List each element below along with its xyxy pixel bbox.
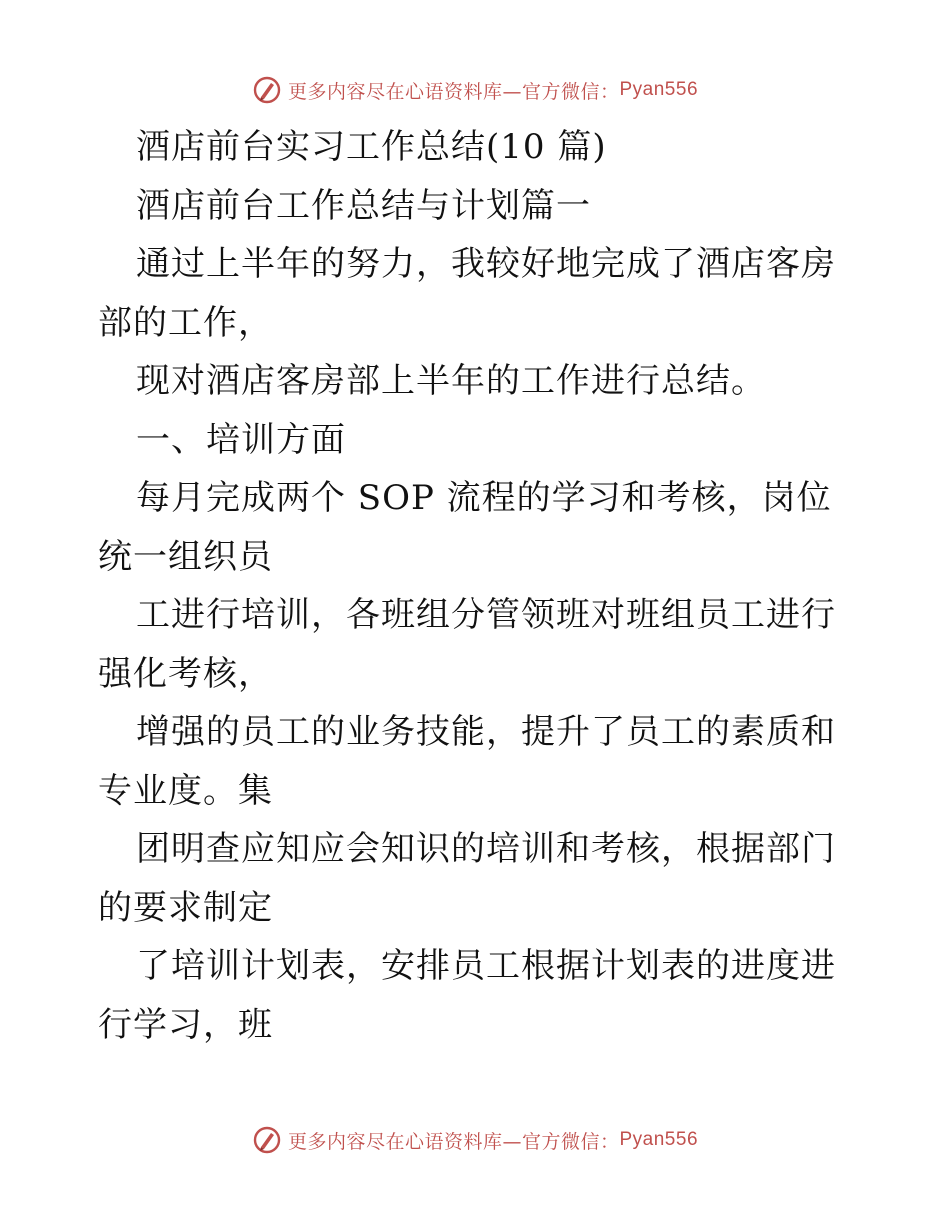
- paragraph: 增强的员工的业务技能，提升了员工的素质和专业度。集: [98, 712, 836, 811]
- paragraph: 团明查应知应会知识的培训和考核，根据部门的要求制定: [98, 829, 836, 928]
- banner-text: 更多内容尽在心语资料库—官方微信：: [287, 80, 620, 103]
- pen-logo-icon: [252, 75, 282, 105]
- banner-wechat-id: Pyan556: [619, 79, 699, 100]
- paragraph: 每月完成两个 SOP 流程的学习和考核，岗位统一组织员: [98, 478, 832, 577]
- paragraph: 工进行培训，各班组分管领班对班组员工进行强化考核，: [98, 595, 836, 694]
- pen-logo-icon: [252, 1125, 282, 1155]
- document-body: [98, 118, 858, 1054]
- section-heading: 一、培训方面: [136, 419, 346, 460]
- paragraph: 了培训计划表，安排员工根据计划表的进度进行学习，班: [98, 946, 836, 1045]
- banner-wechat-id: Pyan556: [619, 1129, 699, 1150]
- paragraph: 通过上半年的努力，我较好地完成了酒店客房部的工作，: [98, 244, 836, 343]
- banner-text: 更多内容尽在心语资料库—官方微信：: [287, 1130, 620, 1153]
- document-subtitle: 酒店前台工作总结与计划篇一: [136, 185, 591, 226]
- header-banner: [0, 70, 950, 110]
- document-title: 酒店前台实习工作总结(10 篇): [136, 127, 607, 167]
- footer-banner: [0, 1120, 950, 1160]
- paragraph: 现对酒店客房部上半年的工作进行总结。: [136, 361, 766, 401]
